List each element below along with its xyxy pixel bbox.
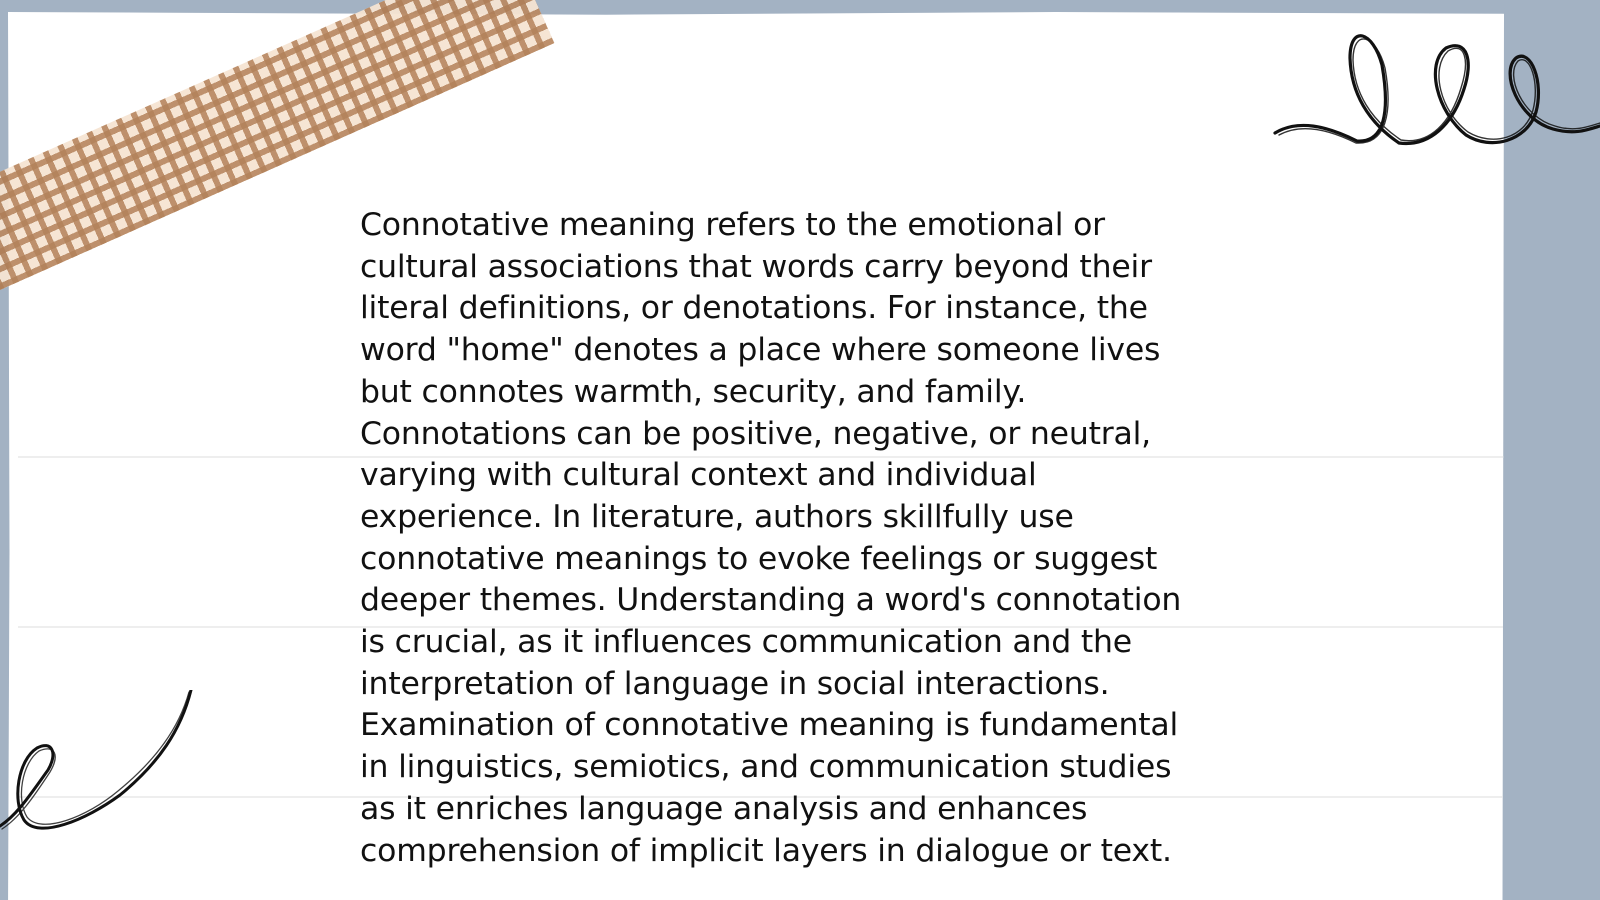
paragraph-line: connotative meanings to evoke feelings or suggest — [360, 540, 1158, 577]
paragraph-line: word "home" denotes a place where someone lives — [360, 332, 1161, 369]
paragraph-line: comprehension of implicit layers in dialogue or text. — [360, 832, 1172, 869]
paragraph-line: deeper themes. Understanding a word's connotation — [360, 582, 1182, 619]
paragraph-line: Connotations can be positive, negative, or neutral, — [360, 415, 1151, 452]
paragraph-line: in linguistics, semiotics, and communication studies — [360, 749, 1172, 786]
paragraph-line: literal definitions, or denotations. For instance, the — [360, 290, 1148, 327]
paragraph-line: is crucial, as it influences communication and the — [360, 624, 1132, 661]
paragraph-line: interpretation of language in social interactions. — [360, 665, 1110, 702]
paragraph-line: as it enriches language analysis and enhances — [360, 790, 1088, 827]
paragraph-line: experience. In literature, authors skillfully use — [360, 498, 1074, 535]
paragraph-line: cultural associations that words carry beyond their — [360, 248, 1152, 285]
paragraph-line: Examination of connotative meaning is fundamental — [360, 707, 1179, 744]
loop-scribble-decoration — [1270, 30, 1600, 170]
paragraph-line: but connotes warmth, security, and family. — [360, 373, 1027, 410]
check-scribble-decoration — [0, 690, 200, 850]
paragraph-line: varying with cultural context and individual — [360, 457, 1037, 494]
paragraph-line: Connotative meaning refers to the emotional or — [360, 207, 1105, 243]
connotative-meaning-paragraph — [360, 205, 1240, 872]
